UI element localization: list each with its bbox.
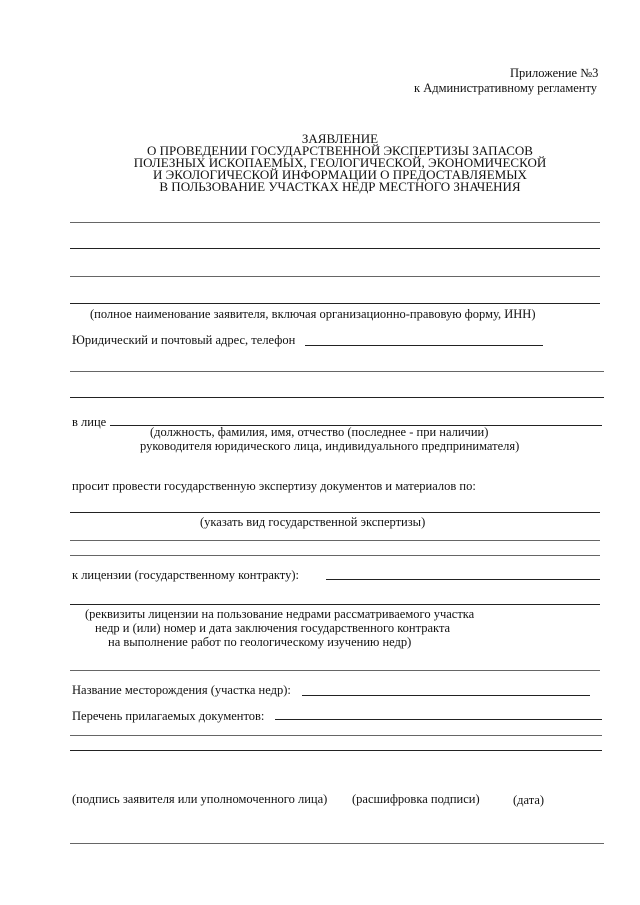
heading-line-1: ЗАЯВЛЕНИЕ: [301, 131, 379, 146]
applicant-line-1[interactable]: [70, 222, 600, 223]
license-label: к лицензии (государственному контракту):: [72, 568, 299, 582]
heading-line-2: О ПРОВЕДЕНИИ ГОСУДАРСТВЕННОЙ ЭКСПЕРТИЗЫ ЗАПАСОВ: [147, 143, 533, 158]
representative-caption-line-2: руководителя юридического лица, индивидуального предпринимателя): [140, 439, 520, 453]
address-field[interactable]: [305, 345, 543, 346]
bottom-line: [70, 843, 604, 844]
document-heading: [0, 133, 640, 193]
license-caption-line-3: на выполнение работ по геологическому изучению недр): [108, 635, 412, 649]
heading-line-5: В ПОЛЬЗОВАНИЕ УЧАСТКАХ НЕДР МЕСТНОГО ЗНАЧЕНИЯ: [159, 179, 521, 194]
applicant-line-2[interactable]: [70, 248, 600, 249]
expertise-type-field[interactable]: [70, 512, 600, 513]
applicant-line-3[interactable]: [70, 276, 600, 277]
license-caption-line-2: недр и (или) номер и дата заключения государственного контракта: [95, 621, 451, 635]
representative-label: в лице: [72, 415, 107, 429]
deposit-field[interactable]: [302, 695, 590, 696]
address-line-2[interactable]: [70, 371, 604, 372]
address-label: Юридический и почтовый адрес, телефон: [72, 333, 296, 347]
heading-line-4: И ЭКОЛОГИЧЕСКОЙ ИНФОРМАЦИИ О ПРЕДОСТАВЛЯЕМЫХ: [153, 167, 527, 182]
expertise-type-caption: (указать вид государственной экспертизы): [200, 515, 426, 529]
expertise-line-3[interactable]: [70, 555, 600, 556]
request-text: просит провести государственную экспертизу документов и материалов по:: [72, 479, 476, 493]
license-caption-line-1: (реквизиты лицензии на пользование недрами рассматриваемого участка: [85, 607, 475, 621]
appendix-reference: к Административному регламенту: [414, 81, 598, 95]
documents-line-3[interactable]: [70, 750, 602, 751]
signature-date-caption: (дата): [513, 793, 545, 807]
appendix-number: Приложение №3: [510, 66, 599, 80]
address-line-3[interactable]: [70, 397, 604, 398]
documents-label: Перечень прилагаемых документов:: [72, 709, 265, 723]
expertise-line-2[interactable]: [70, 540, 600, 541]
signature-caption: (подпись заявителя или уполномоченного лица): [72, 792, 328, 806]
applicant-caption: (полное наименование заявителя, включая организационно-правовую форму, ИНН): [90, 307, 536, 321]
representative-caption-line-1: (должность, фамилия, имя, отчество (последнее - при наличии): [150, 425, 489, 439]
applicant-line-4[interactable]: [70, 303, 600, 304]
signature-decoding-caption: (расшифровка подписи): [352, 792, 480, 806]
heading-line-3: ПОЛЕЗНЫХ ИСКОПАЕМЫХ, ГЕОЛОГИЧЕСКОЙ, ЭКОНОМИЧЕСКОЙ: [133, 155, 547, 170]
documents-field[interactable]: [275, 719, 602, 720]
license-line-3[interactable]: [70, 670, 600, 671]
license-field[interactable]: [326, 579, 600, 580]
documents-line-2[interactable]: [70, 735, 602, 736]
license-line-2[interactable]: [70, 604, 600, 605]
deposit-label: Название месторождения (участка недр):: [72, 683, 291, 697]
